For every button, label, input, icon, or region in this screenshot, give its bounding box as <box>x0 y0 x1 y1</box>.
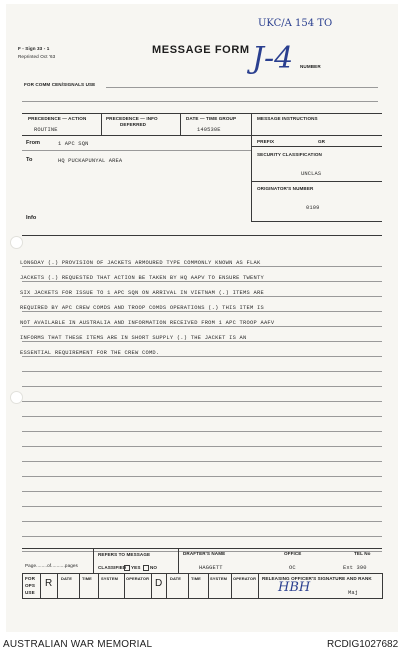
handwritten-number: J-4 <box>252 41 294 76</box>
ruled-line <box>22 506 382 507</box>
punch-hole <box>10 236 23 249</box>
precedence-action-value: ROUTINE <box>34 127 58 133</box>
message-instructions-label: MESSAGE INSTRUCTIONS <box>257 116 318 121</box>
originator-number-value: 0109 <box>306 205 320 211</box>
message-line: SIX JACKETS FOR ISSUE TO 1 APC SQN ON ARRIVAL IN VIETNAM (.) ITEMS ARE <box>20 290 264 296</box>
ruled-line <box>22 476 382 477</box>
ruled-line <box>22 371 382 372</box>
ruled-line <box>22 446 382 447</box>
ruled-line <box>22 536 382 537</box>
drafter-name-value: HAGGETT <box>199 565 223 571</box>
received-marker: R <box>45 578 53 589</box>
ruled-line <box>22 356 382 357</box>
message-line: REQUIRED BY APC CREW COMDS AND TROOP COMDS OPERATIONS (.) THIS ITEM IS <box>20 305 264 311</box>
classified-yes-checkbox[interactable] <box>124 565 130 571</box>
form-code: F - Sign 33 - 1 <box>18 46 50 51</box>
ops-use-label-line3: USE <box>25 590 35 595</box>
ruled-line <box>22 266 382 267</box>
message-line: ESSENTIAL REQUIREMENT FOR THE CREW COMD. <box>20 350 160 356</box>
precedence-info-label: PRECEDENCE — INFO <box>106 116 158 121</box>
ruled-line <box>22 431 382 432</box>
punch-hole <box>10 391 23 404</box>
despatched-system-label: SYSTEM <box>210 576 228 581</box>
releasing-officer-rank: Maj <box>348 590 359 596</box>
tel-label: TEL No <box>354 551 371 556</box>
comm-cen-label: FOR COMM CEN/SIGNALS USE <box>24 82 96 87</box>
ruled-line <box>22 311 382 312</box>
precedence-action-label: PRECEDENCE — ACTION <box>28 116 87 121</box>
ruled-line <box>22 521 382 522</box>
archive-footer <box>0 636 403 654</box>
despatched-date-label: DATE <box>170 576 181 581</box>
received-time-label: TIME <box>82 576 92 581</box>
number-label: NUMBER <box>300 64 321 69</box>
releasing-officer-label: RELEASING OFFICER'S SIGNATURE AND RANK <box>262 576 372 581</box>
form-reprint-date: Reprinted Oct '63 <box>18 54 56 59</box>
from-label: From <box>26 140 40 146</box>
ruled-line <box>22 386 382 387</box>
tel-value: Ext 390 <box>343 565 367 571</box>
message-line: JACKETS (.) REQUESTED THAT ACTION BE TAKEN BY HQ AAPV TO ENSURE TWENTY <box>20 275 264 281</box>
security-classification-value: UNCLAS <box>301 171 322 177</box>
to-label: To <box>26 157 33 163</box>
received-date-label: DATE <box>61 576 72 581</box>
page-count-label: Page........of..........pages <box>25 563 78 568</box>
ruled-line <box>22 281 382 282</box>
releasing-officer-signature: HBH <box>278 580 311 595</box>
despatched-operator-label: OPERATOR <box>233 576 257 581</box>
gr-label: GR <box>318 139 326 144</box>
originator-number-label: ORIGINATOR'S NUMBER <box>257 186 314 191</box>
refers-to-message-label: REFERS TO MESSAGE <box>98 552 151 557</box>
info-label: Info <box>26 215 37 221</box>
office-label: OFFICE <box>284 551 302 556</box>
office-value: OC <box>289 565 296 571</box>
security-classification-label: SECURITY CLASSIFICATION <box>257 152 322 157</box>
dtg-value: 140530E <box>197 127 221 133</box>
ruled-line <box>22 341 382 342</box>
dtg-label: DATE — TIME GROUP <box>186 116 237 121</box>
despatched-marker: D <box>155 578 163 589</box>
received-system-label: SYSTEM <box>101 576 119 581</box>
ruled-line <box>22 401 382 402</box>
archive-reference: RCDIG1027682 <box>327 639 399 650</box>
received-operator-label: OPERATOR <box>126 576 150 581</box>
ruled-line <box>22 491 382 492</box>
ruled-line <box>22 416 382 417</box>
message-line: LONGDAY (.) PROVISION OF JACKETS ARMOURED TYPE COMMONLY KNOWN AS FLAK <box>20 260 261 266</box>
classified-no-label: NO <box>150 565 158 570</box>
ops-use-label-line1: FOR <box>25 576 35 581</box>
from-value: 1 APC SQN <box>58 141 89 147</box>
message-line: NOT AVAILABLE IN AUSTRALIA AND INFORMATION RECEIVED FROM 1 APC TROOP AAFV <box>20 320 275 326</box>
precedence-info-deferred-label: DEFERRED <box>120 122 147 127</box>
archive-institution: AUSTRALIAN WAR MEMORIAL <box>3 639 153 650</box>
message-line: INFORMS THAT THESE ITEMS ARE IN SHORT SUPPLY (.) THE JACKET IS AN <box>20 335 247 341</box>
despatched-time-label: TIME <box>191 576 201 581</box>
message-form-sheet <box>6 4 398 632</box>
ruled-line <box>22 296 382 297</box>
classified-label: CLASSIFIED <box>98 565 127 570</box>
to-value: HQ PUCKAPUNYAL AREA <box>58 158 123 164</box>
ruled-line <box>22 461 382 462</box>
ops-use-label-line2: OPS <box>25 583 36 588</box>
handwritten-reference: UKC/A 154 TO <box>258 18 333 29</box>
ruled-line <box>22 326 382 327</box>
classified-yes-label: YES <box>131 565 141 570</box>
prefix-label: PREFIX <box>257 139 275 144</box>
drafter-name-label: DRAFTER'S NAME <box>183 551 226 556</box>
classified-no-checkbox[interactable] <box>143 565 149 571</box>
form-title: MESSAGE FORM <box>152 44 250 56</box>
